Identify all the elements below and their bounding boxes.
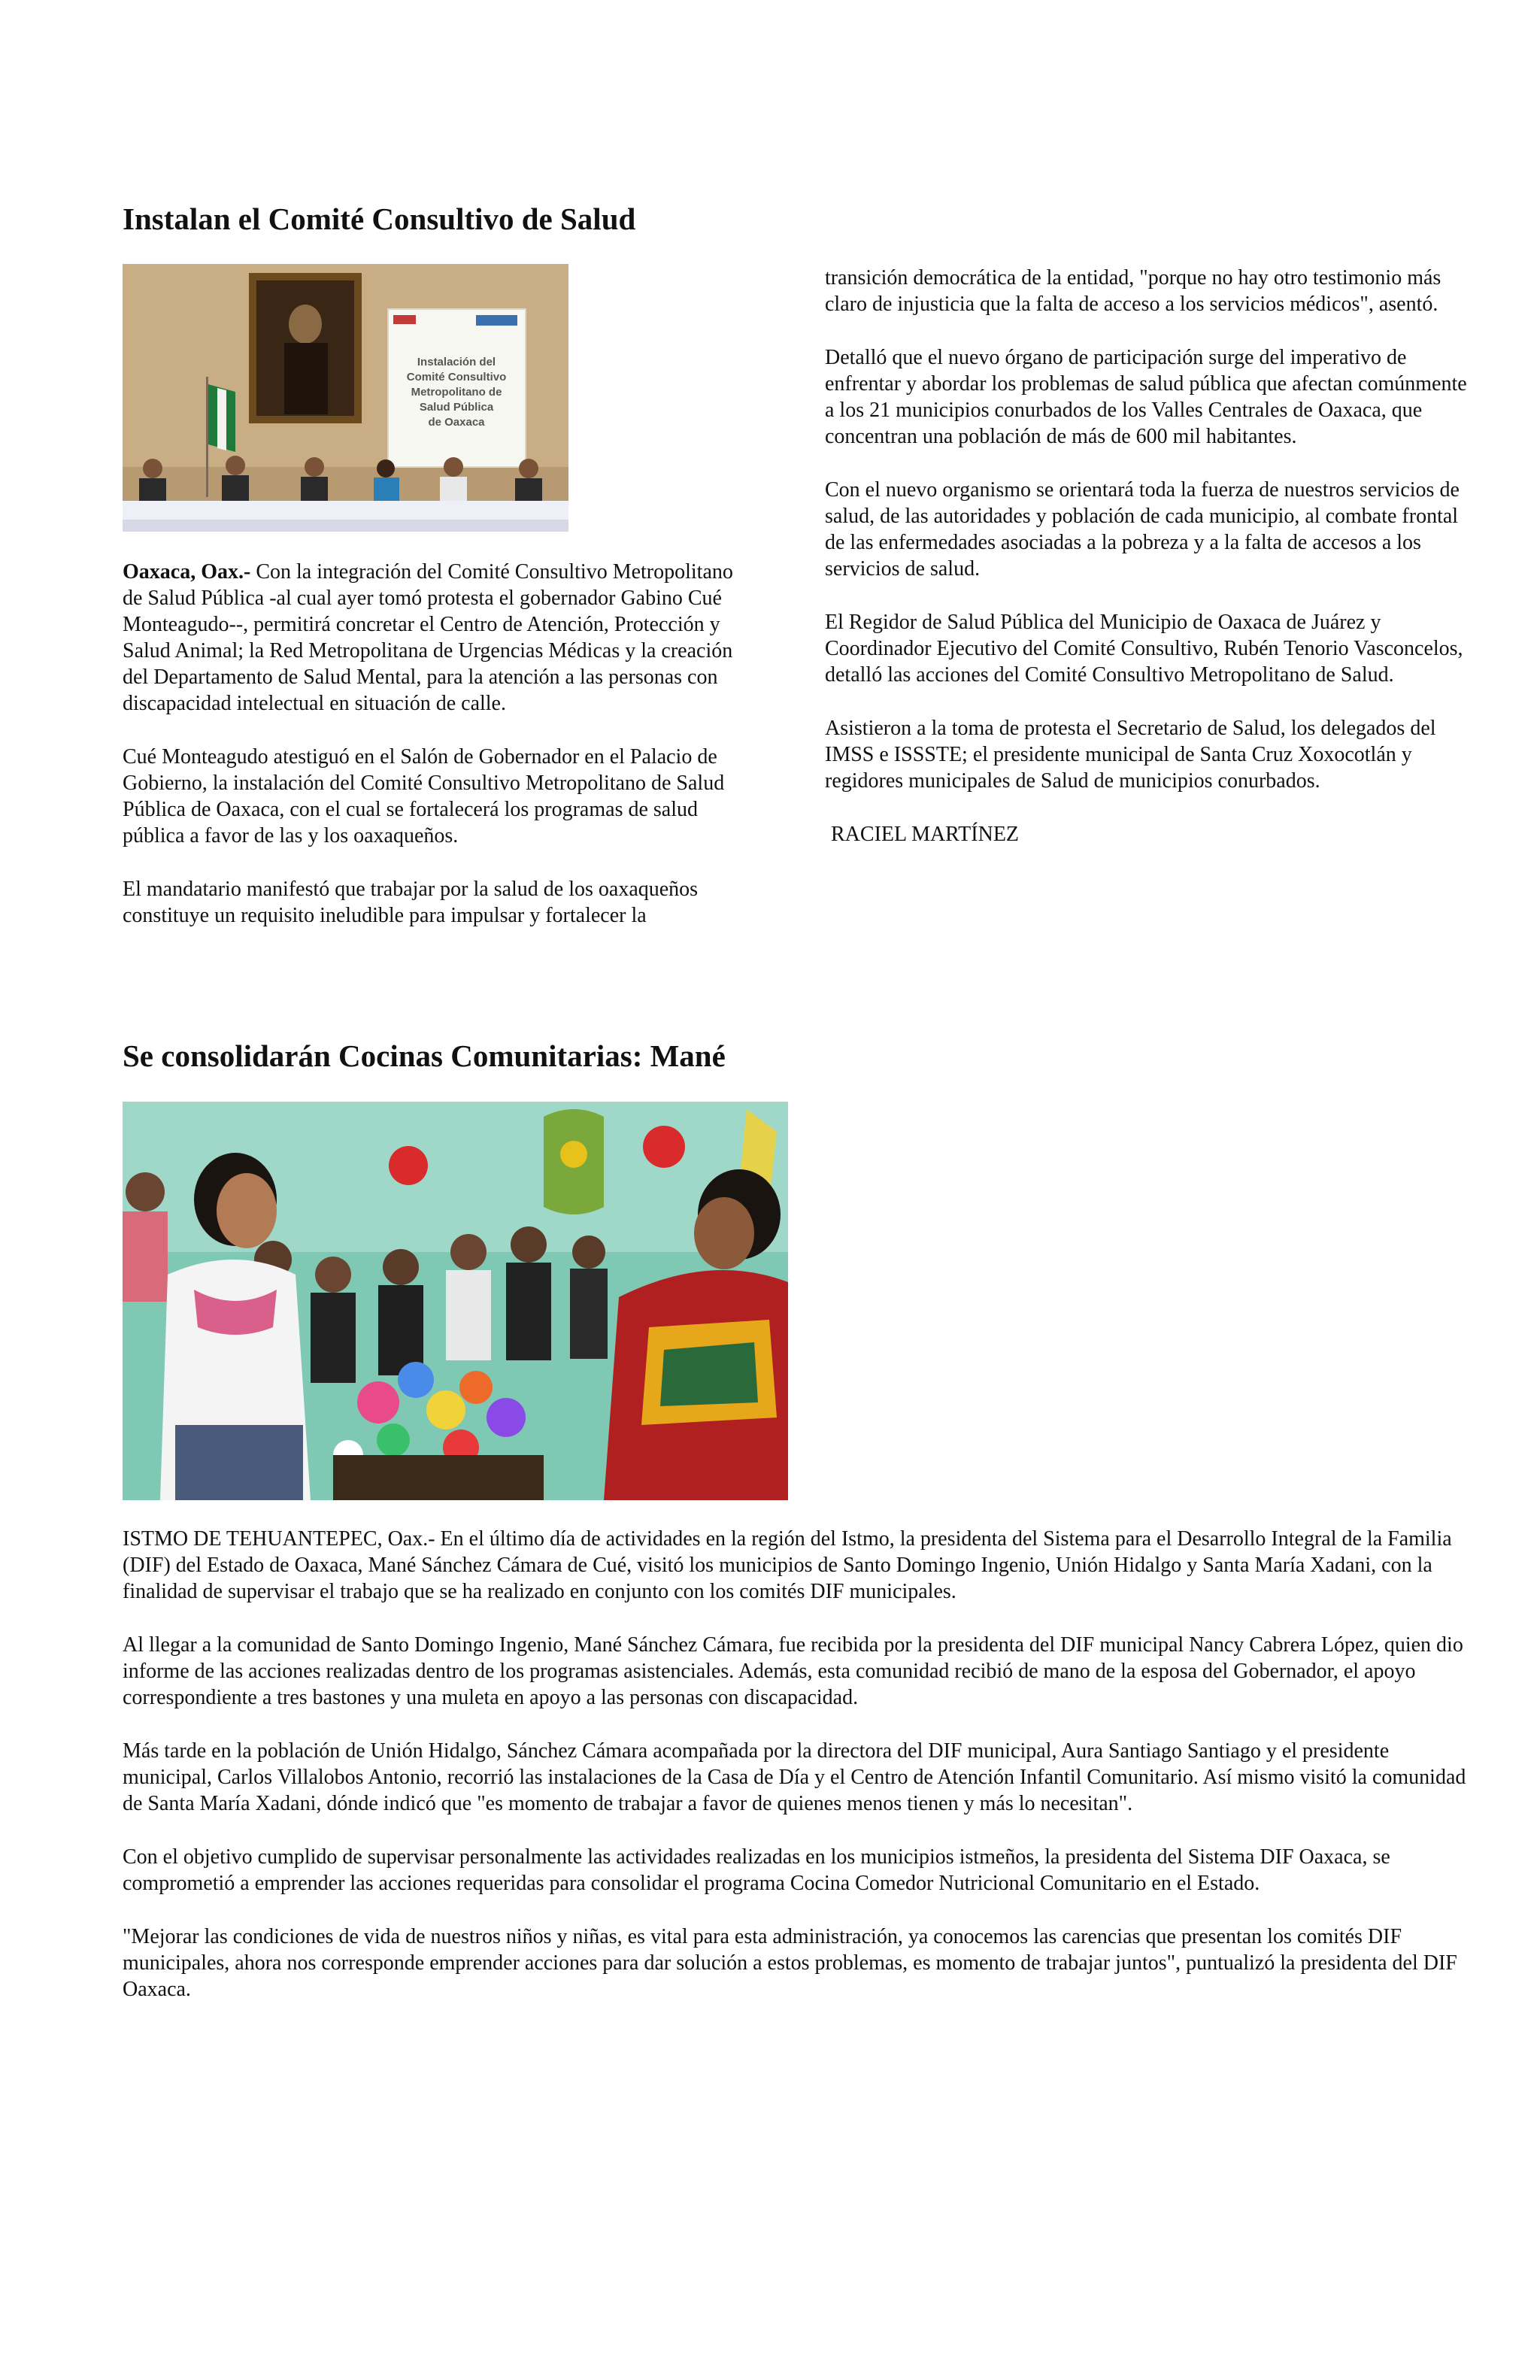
banner-line-2: Comité Consultivo [406, 371, 507, 384]
article2-photo-community-kitchen [123, 1102, 788, 1500]
article1-byline: RACIEL MARTÍNEZ [831, 823, 1020, 846]
article1-column-left [123, 559, 754, 929]
banner-line-1: Instalación del [417, 356, 496, 368]
banner-line-4: Salud Pública [419, 401, 494, 414]
article1-paragraph: Con el nuevo organismo se orientará toda la fuerza de nuestros servicios de salud, de las autoridades y población de cada municipio, al combate frontal de las enfermedades asociadas a la pobreza y a la falta de accesos a los servicios de salud. [825, 478, 1460, 581]
article2-paragraph: Más tarde en la población de Unión Hidalgo, Sánchez Cámara acompañada por la directora del DIF municipal, Aura Santiago Santiago y el presidente municipal, Carlos Villalobos Antonio, recorrió las instalaciones de la Casa de Día y el Centro de Atención Infantil Comunitario. Así mismo visitó la comunidad de Santa María Xadani, dónde indicó que "es momento de trabajar a favor de quienes menos tienen y más lo necesitan". [123, 1739, 1466, 1815]
banner-line-5: de Oaxaca [428, 416, 485, 429]
article2-body [123, 1526, 1469, 2003]
article1-paragraph: El mandatario manifestó que trabajar por la salud de los oaxaqueños constituye un requisito ineludible para impulsar y fortalecer la [123, 878, 699, 927]
article1-column-right [825, 265, 1472, 847]
banner-line-3: Metropolitano de [411, 386, 502, 399]
article1-headline: Instalan el Comité Consultivo de Salud [123, 202, 636, 236]
article1-dateline: Oaxaca, Oax.- [123, 560, 251, 584]
article1-paragraph: Cué Monteagudo atestiguó en el Salón de Gobernador en el Palacio de Gobierno, la instalación del Comité Consultivo Metropolitano de Salud Pública de Oaxaca, con el cual se fortalecerá los programas de salud pública a favor de las y los oaxaqueños. [123, 745, 725, 847]
article2-paragraph: Al llegar a la comunidad de Santo Domingo Ingenio, Mané Sánchez Cámara, fue recibida por la presidenta del DIF municipal Nancy Cabrera López, quien dio informe de las acciones realizadas dentro de los programas asistenciales. Además, esta comunidad recibió de mano de la esposa del Gobernador, el apoyo correspondiente a tres bastones y una muleta en apoyo a las personas con discapacidad. [123, 1633, 1463, 1709]
article2-paragraph: ISTMO DE TEHUANTEPEC, Oax.- En el último día de actividades en la región del Istmo, la presidenta del Sistema para el Desarrollo Integral de la Familia (DIF) del Estado de Oaxaca, Mané Sánchez Cámara de Cué, visitó los municipios de Santo Domingo Ingenio, Unión Hidalgo y Santa María Xadani, con la finalidad de supervisar el trabajo que se ha realizado en conjunto con los comités DIF municipales. [123, 1527, 1452, 1603]
article1-paragraph: El Regidor de Salud Pública del Municipio de Oaxaca de Juárez y Coordinador Ejecutivo del Comité Consultivo, Rubén Tenorio Vasconcelos, detalló las acciones del Comité Consultivo Metropolitano de Salud. [825, 611, 1463, 687]
article2-headline: Se consolidarán Cocinas Comunitarias: Mané [123, 1038, 726, 1073]
article2-paragraph: Con el objetivo cumplido de supervisar personalmente las actividades realizadas en los municipios istmeños, la presidenta del Sistema DIF Oaxaca, se comprometió a emprender las acciones requeridas para consolidar el programa Cocina Comedor Nutricional Comunitario en el Estado. [123, 1845, 1390, 1895]
article1-paragraph: Asistieron a la toma de protesta el Secretario de Salud, los delegados del IMSS e ISSSTE; el presidente municipal de Santa Cruz Xoxocotlán y regidores municipales de Salud de municipios conurbados. [825, 717, 1436, 793]
article2-paragraph: "Mejorar las condiciones de vida de nuestros niños y niñas, es vital para esta administración, ya conocemos las carencias que presentan los comités DIF municipales, ahora nos corresponde emprender acciones para dar solución a estos problemas, es momento de trabajar juntos", puntualizó la presidenta del DIF Oaxaca. [123, 1925, 1457, 2001]
article1-photo-committee-meeting [123, 264, 568, 532]
article1-paragraph: Oaxaca, Oax.- Con la integración del Comité Consultivo Metropolitano de Salud Pública -al cual ayer tomó protesta el gobernador Gabino Cué Monteagudo--, permitirá concretar el Centro de Atención, Protección y Salud Animal; la Red Metropolitana de Urgencias Médicas y la creación del Departamento de Salud Mental, para la atención a las personas con discapacidad intelectual en situación de calle. [123, 560, 733, 715]
article1-paragraph: transición democrática de la entidad, "porque no hay otro testimonio más claro de injusticia que la falta de acceso a los servicios médicos", asentó. [825, 266, 1441, 316]
article1-paragraph: Detalló que el nuevo órgano de participación surge del imperativo de enfrentar y abordar los problemas de salud pública que afectan comúnmente a los 21 municipios conurbados de los Valles Centrales de Oaxaca, que concentran una población de más de 600 mil habitantes. [825, 346, 1467, 448]
